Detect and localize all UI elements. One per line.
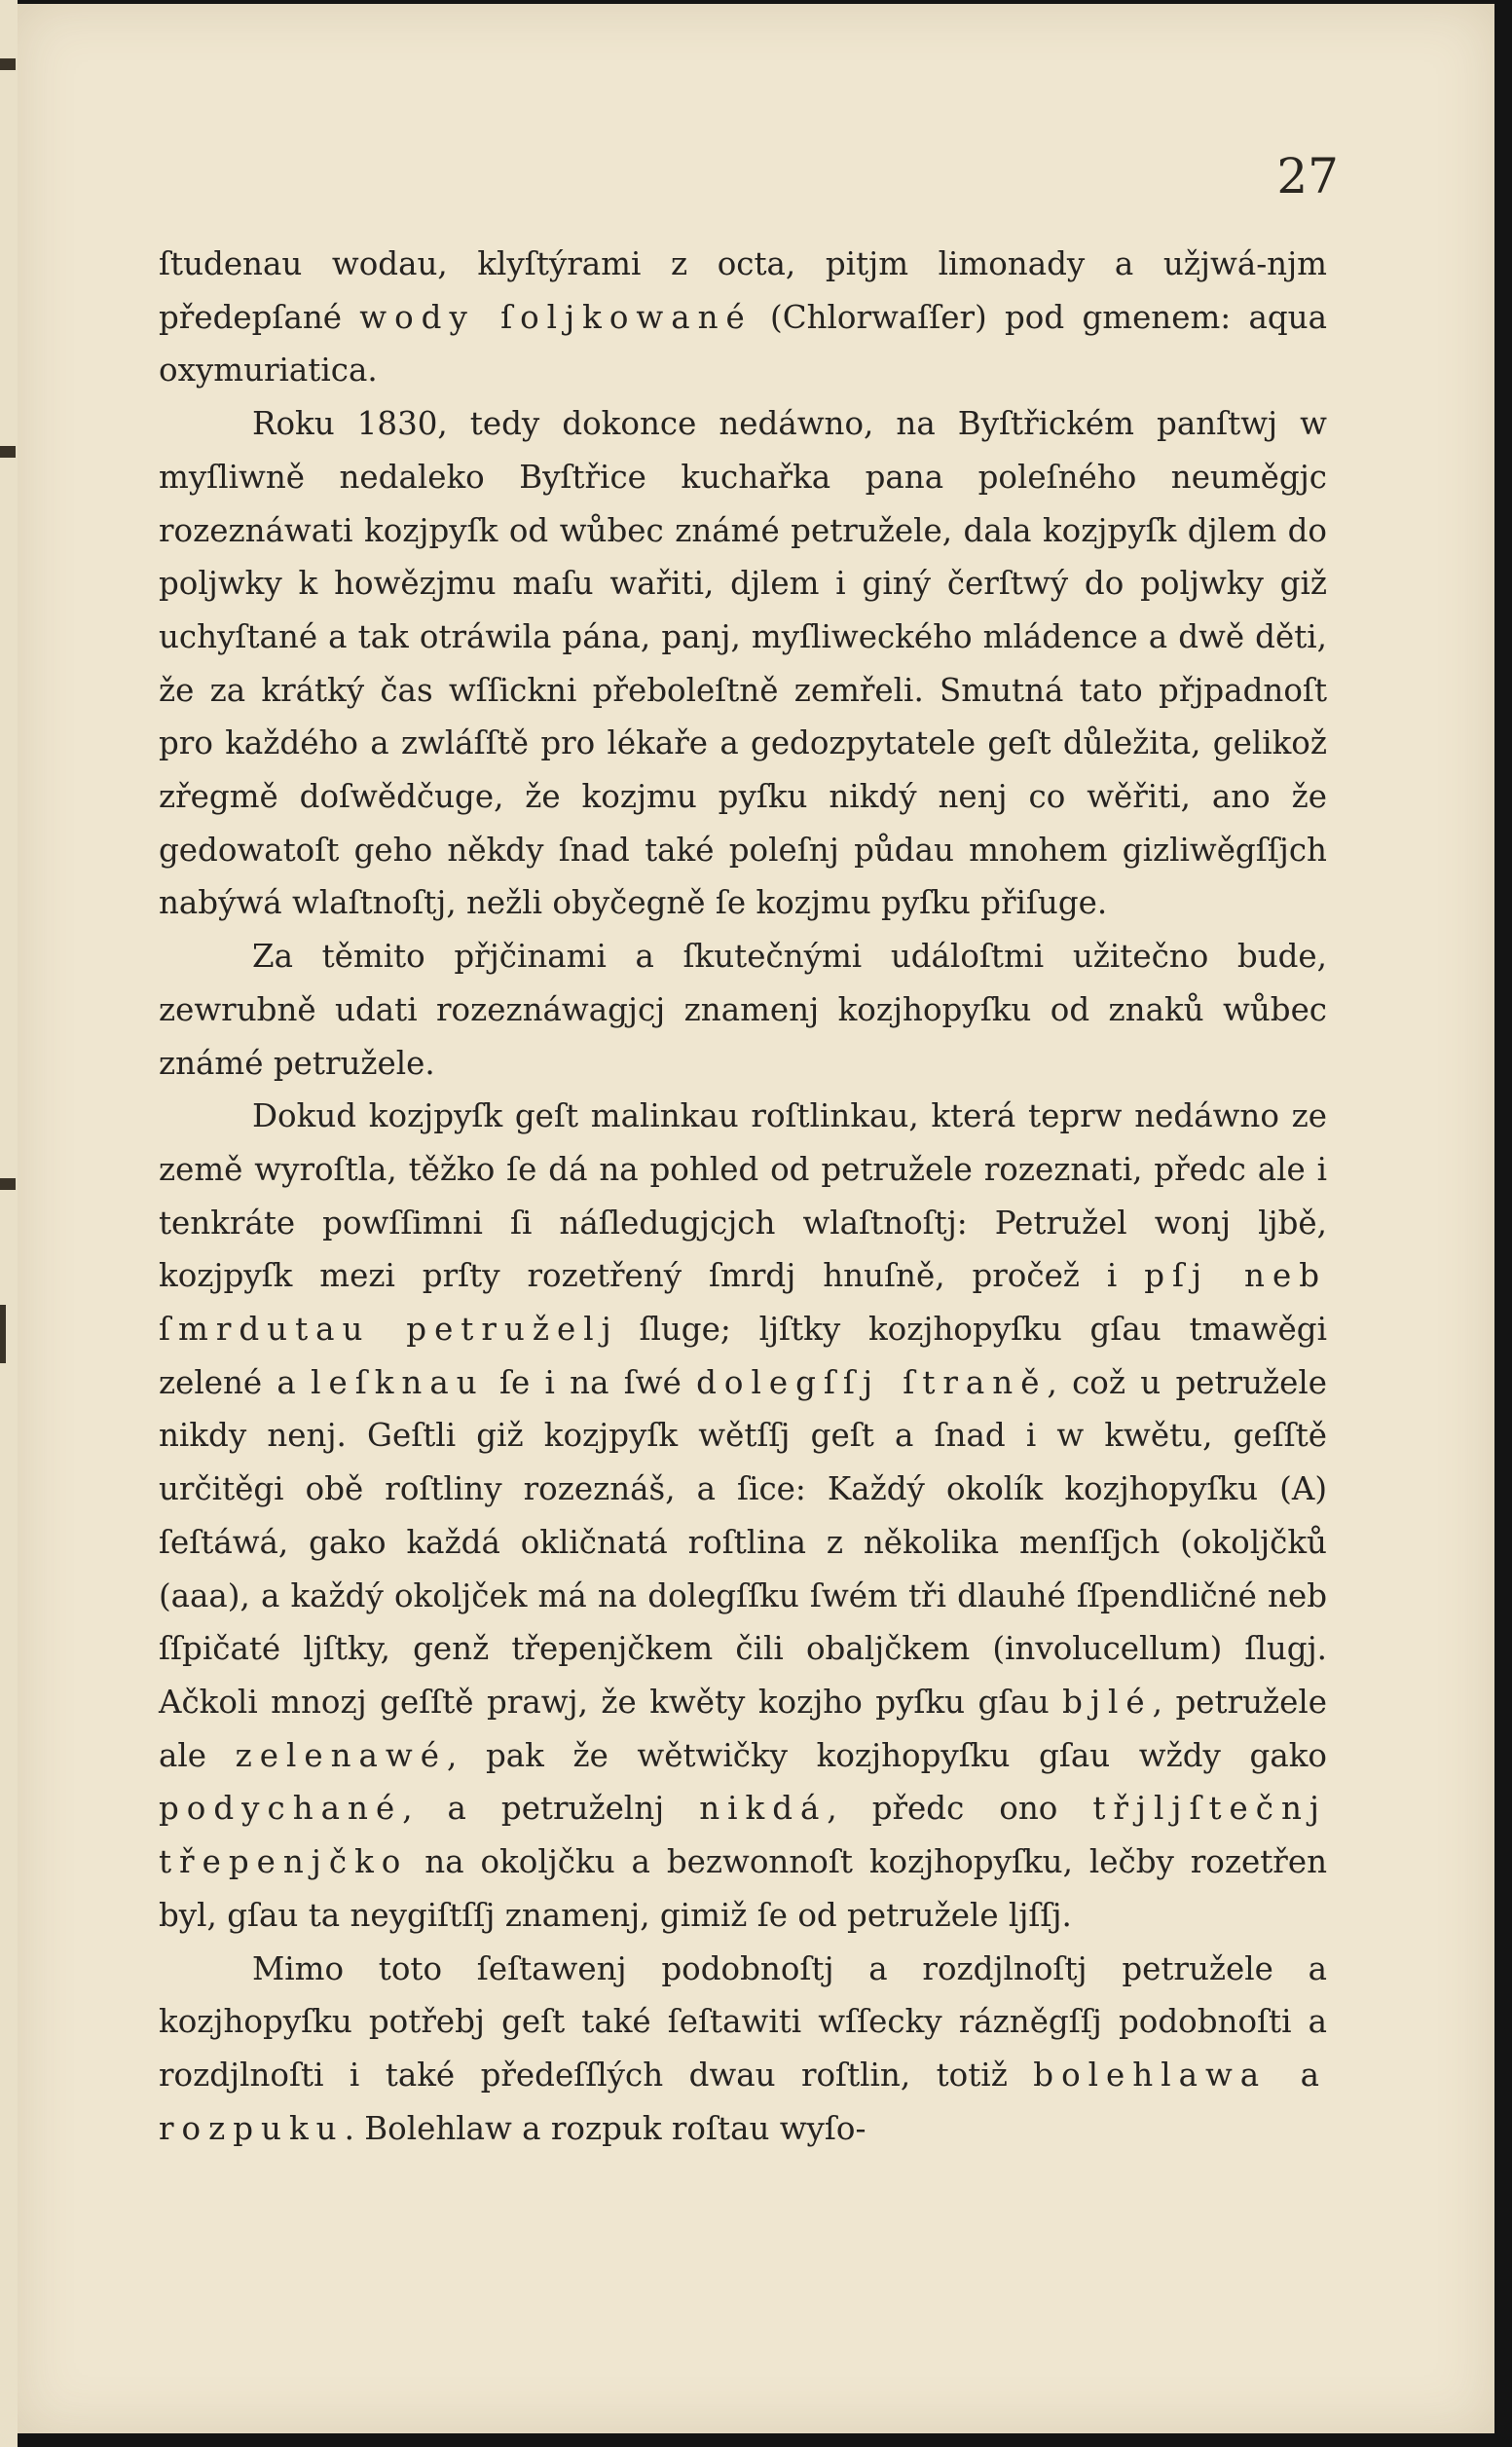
text-run: . Bolehlaw a rozpuk roſtau wyſo- (344, 2109, 867, 2147)
text-run: j ſluge; ljſtky kozjhopyſku gſau tmawěgi zelené a (159, 1311, 1327, 1401)
paragraph-2: Roku 1830, tedy dokonce nedáwno, na Byſtřickém panſtwj w myſliwně nedaleko Byſtřice kuchařka pana poleſného neuměgjc rozeznáwati kozjpyſk od wůbec známé petružele, dala kozjpyſk djlem do poljwky k howězjmu maſu wařiti, djlem i giný čerſtwý do poljwky giž uchyſtané a tak otráwila pána, panj, myſliweckého mládence a dwě děti, že za krátký čas wſſickni přeboleſtně zemřeli. Smutná tato přjpadnoſt pro každého a zwláſſtě pro lékaře a gedozpytatele geſt důležita, gelikož zřegmě doſwědčuge, že kozjmu pyſku nikdý nenj co wěřiti, ano že gedowatoſt geho někdy ſnad také poleſnj půdau mnohem gizliwěgſſjch nabýwá wlaſtnoſtj, nežli obyčegně ſe kozjmu pyſku přiſuge. (159, 405, 1327, 922)
text-run: , což u petružele nikdy nenj. Geſtli giž kozjpyſk wětſſj geſt a ſnad i w kwětu, geſſtě určitěgi obě roſtliny rozeznáš, a ſice: Každý okolík kozjhopyſku (A) ſeſtáwá, gako každá okličnatá roſtlina z několika menſſjch (okoljčků (aaa), a každý okoljček má na dolegſſku ſwém tři dlauhé ſſpendličné neb ſſpičaté ljſtky, genž třepenjčkem čili obaljčkem (involucellum) ſlugj. Ačkoli mnozj geſſtě prawj, že kwěty kozjho pyſku gſau (159, 1363, 1328, 1721)
spaced-emphasis: bolehlawa a rozpuku (159, 2056, 1327, 2147)
book-page (18, 4, 1494, 2433)
binding-thread-mark (0, 1305, 6, 1363)
text-run: , předc ono (827, 1790, 1093, 1828)
text-run: , a petruželnj (402, 1790, 700, 1828)
binding-thread-mark (0, 1178, 16, 1190)
text-run: Dokud kozjpyſk geſt malinkau roſtlinkau, která teprw nedáwno ze země wyroſtla, těžko ſe dá na pohled od petružele rozeznati, předc ale i tenkráte powſſimni ſi náſledugjcjch wlaſtnoſtj: Petružel wonj ljbě, kozjpyſk mezi prſty rozetřený ſmrdj hnuſně, pročež i (159, 1097, 1327, 1295)
text-run: (Chlorwaſſer) pod gmenem: aqua oxymuriatica. (159, 298, 1327, 389)
paragraph-4 (159, 1090, 1327, 1942)
spaced-emphasis: podychané (159, 1790, 403, 1828)
paragraph-1 (159, 238, 1327, 397)
binding-thread-mark (0, 58, 16, 70)
spaced-emphasis: leſknau (311, 1363, 485, 1401)
binding-edge (0, 0, 18, 2447)
paragraph-3: Za těmito přjčinami a ſkutečnými událoſtmi užitečno bude, zewrubně udati rozeznáwagjcj znamenj kozjhopyſku od znaků wůbec známé petružele. (159, 938, 1327, 1082)
binding-thread-mark (0, 446, 16, 458)
page-number: 27 (1276, 148, 1339, 204)
text-run: ſe i na ſwé (484, 1363, 697, 1401)
text-run: Mimo toto ſeſtawenj podobnoſtj a rozdjlnoſtj petružele a kozjhopyſku potřebj geſt také ſeſtawiti wſſecky rázněgſſj podobnoſti a rozdjlnoſti i také předeſſlých dwau roſtlin, totiž (159, 1949, 1327, 2094)
text-run: , petružele ale (159, 1683, 1327, 1774)
text-run: na okoljčku a bezwonnoſt kozjhopyſku, lečby rozetřen byl, gſau ta neygiſtſſj znamenj, gimiž ſe od petružele ljſſj. (159, 1843, 1327, 1934)
spaced-emphasis: wody ſoljkowané (359, 298, 753, 336)
spaced-emphasis: pſj neb ſmrdutau petružel (159, 1257, 1327, 1349)
spaced-emphasis: třjljſtečnj třepenjčko (159, 1790, 1328, 1881)
text-run: ſtudenau wodau, klyſtýrami z octa, pitjm limonady a užjwá-njm předepſané (159, 245, 1327, 336)
spaced-emphasis: nikdá (699, 1790, 828, 1828)
paragraph-5 (159, 1943, 1327, 2156)
spaced-emphasis: zelenawé (235, 1736, 447, 1774)
spaced-emphasis: dolegſſj ſtraně (696, 1363, 1048, 1401)
body-text (159, 238, 1327, 2155)
text-run: , pak že wětwičky kozjhopyſku gſau wždy gako (446, 1736, 1327, 1774)
spaced-emphasis: bjlé (1062, 1683, 1153, 1721)
